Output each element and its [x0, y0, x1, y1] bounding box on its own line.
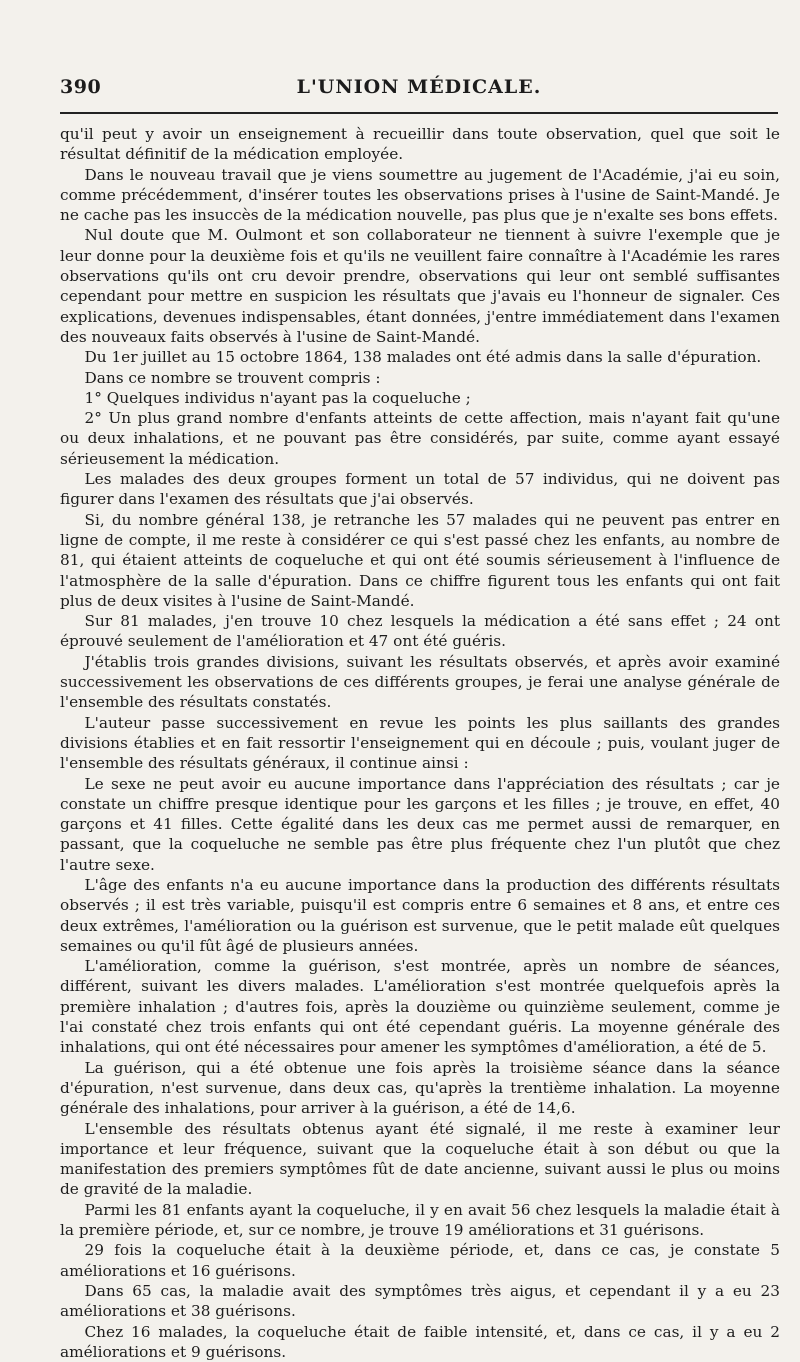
paragraph: L'amélioration, comme la guérison, s'est montrée, après un nombre de séances, différent, suivant les divers malades. L'amélioration s'est montrée quelquefois après la première inhalation ; d'autres fois, après la douzième ou quinzième seulement, comme je l'ai constaté chez trois enfants qui ont été cependant guéris. La moyenne générale des inhalations, qui ont été nécessaires pour amener les symptômes d'amélioration, a été de 5. — [60, 957, 780, 1057]
paragraph: Dans 65 cas, la maladie avait des symptômes très aigus, et cependant il y a eu 23 améliorations et 38 guérisons. — [60, 1281, 780, 1321]
paragraph: L'ensemble des résultats obtenus ayant été signalé, il me reste à examiner leur importance et leur fréquence, suivant que la coqueluche était à son début ou que la manifestation des premiers symptômes fût de date ancienne, suivant aussi le plus ou moins de gravité de la maladie. — [60, 1119, 780, 1199]
paragraph: Le sexe ne peut avoir eu aucune importance dans l'appréciation des résultats ; car je constate un chiffre presque identique pour les garçons et les filles ; je trouve, en effet, 40 garçons et 41 filles. Cette égalité dans les deux cas me permet aussi de remarquer, en passant, que la coqueluche ne semble pas être plus fréquente chez l'un plutôt que chez l'autre sexe. — [60, 774, 780, 874]
paragraph-continuation: qu'il peut y avoir un enseignement à recueillir dans toute observation, quel que soit le résultat définitif de la médication employée. — [60, 125, 780, 164]
paragraph: La guérison, qui a été obtenue une fois après la troisième séance dans la séance d'épuration, n'est survenue, dans deux cas, qu'après la trentième inhalation. La moyenne générale des inhalations, pour arriver à la guérison, a été de 14,6. — [60, 1058, 780, 1118]
paragraph: Sur 81 malades, j'en trouve 10 chez lesquels la médication a été sans effet ; 24 ont éprouvé seulement de l'amélioration et 47 ont été guéris. — [60, 612, 780, 651]
paragraph: Si, du nombre général 138, je retranche les 57 malades qui ne peuvent pas entrer en ligne de compte, il me reste à considérer ce qui s'est passé chez les enfants, au nombre de 81, qui étaient atteints de coqueluche et qui ont été soumis sérieusement à l'influence de l'atmosphère de la salle d'épuration. Dans ce chiffre figurent tous les enfants qui ont fait plus de deux visites à l'usine de Saint-Mandé. — [60, 510, 780, 610]
paragraph: Du 1er juillet au 15 octobre 1864, 138 malades ont été admis dans la salle d'épuration. — [84, 348, 762, 367]
paragraph: Les malades des deux groupes forment un total de 57 individus, qui ne doivent pas figurer dans l'examen des résultats que j'ai observés. — [60, 470, 780, 509]
paragraph: 29 fois la coqueluche était à la deuxième période, et, dans ce cas, je constate 5 améliorations et 16 guérisons. — [60, 1241, 780, 1280]
paragraph: L'âge des enfants n'a eu aucune importance dans la production des différents résultats observés ; il est très variable, puisqu'il est compris entre 6 semaines et 8 ans, et entre ces deux extrêmes, l'amélioration ou la guérison est survenue, que le petit malade eût quelques semaines ou qu'il fût âgé de plusieurs années. — [60, 875, 780, 955]
list-item: 1° Quelques individus n'ayant pas la coqueluche ; — [84, 388, 471, 407]
journal-title: L'UNION MÉDICALE. — [296, 76, 542, 98]
paragraph: Chez 16 malades, la coqueluche était de faible intensité, et, dans ce cas, il y a eu 2 améliorations et 9 guérisons. — [60, 1322, 780, 1361]
paragraph: Nul doute que M. Oulmont et son collaborateur ne tiennent à suivre l'exemple que je leur donne pour la deuxième fois et qu'ils ne veuillent faire connaître à l'Académie les rares observations qu'ils ont cru devoir prendre, observations qui leur ont semblé suffisantes cependant pour mettre en suspicion les résultats que j'avais eu l'honneur de signaler. Ces explications, devenues indispensables, étant données, j'entre immédiatement dans l'examen des nouveaux faits observés à l'usine de Saint-Mandé. — [60, 226, 780, 346]
paragraph: Parmi les 81 enfants ayant la coqueluche, il y en avait 56 chez lesquels la maladie était à la première période, et, sur ce nombre, je trouve 19 améliorations et 31 guérisons. — [60, 1200, 780, 1240]
running-header — [60, 76, 778, 106]
header-rule — [60, 112, 778, 114]
paragraph: J'établis trois grandes divisions, suivant les résultats observés, et après avoir examiné successivement les observations de ces différents groupes, je ferai une analyse générale de l'ensemble des résultats constatés. — [60, 652, 780, 712]
body-text — [60, 124, 780, 1362]
paragraph: Dans ce nombre se trouvent compris : — [84, 368, 381, 387]
paragraph: Dans le nouveau travail que je viens soumettre au jugement de l'Académie, j'ai eu soin, comme précédemment, d'insérer toutes les observations prises à l'usine de Saint-Mandé. Je ne cache pas les insuccès de la médication nouvelle, pas plus que je n'exalte ses bons effets. — [60, 165, 780, 225]
list-item: 2° Un plus grand nombre d'enfants atteints de cette affection, mais n'ayant fait qu'une ou deux inhalations, et ne pouvant pas être considérés, par suite, comme ayant essayé sérieusement la médication. — [60, 409, 780, 468]
page-number: 390 — [60, 76, 102, 98]
paragraph: L'auteur passe successivement en revue les points les plus saillants des grandes divisions établies et en fait ressortir l'enseignement qui en découle ; puis, voulant juger de l'ensemble des résultats généraux, il continue ainsi : — [60, 713, 780, 773]
